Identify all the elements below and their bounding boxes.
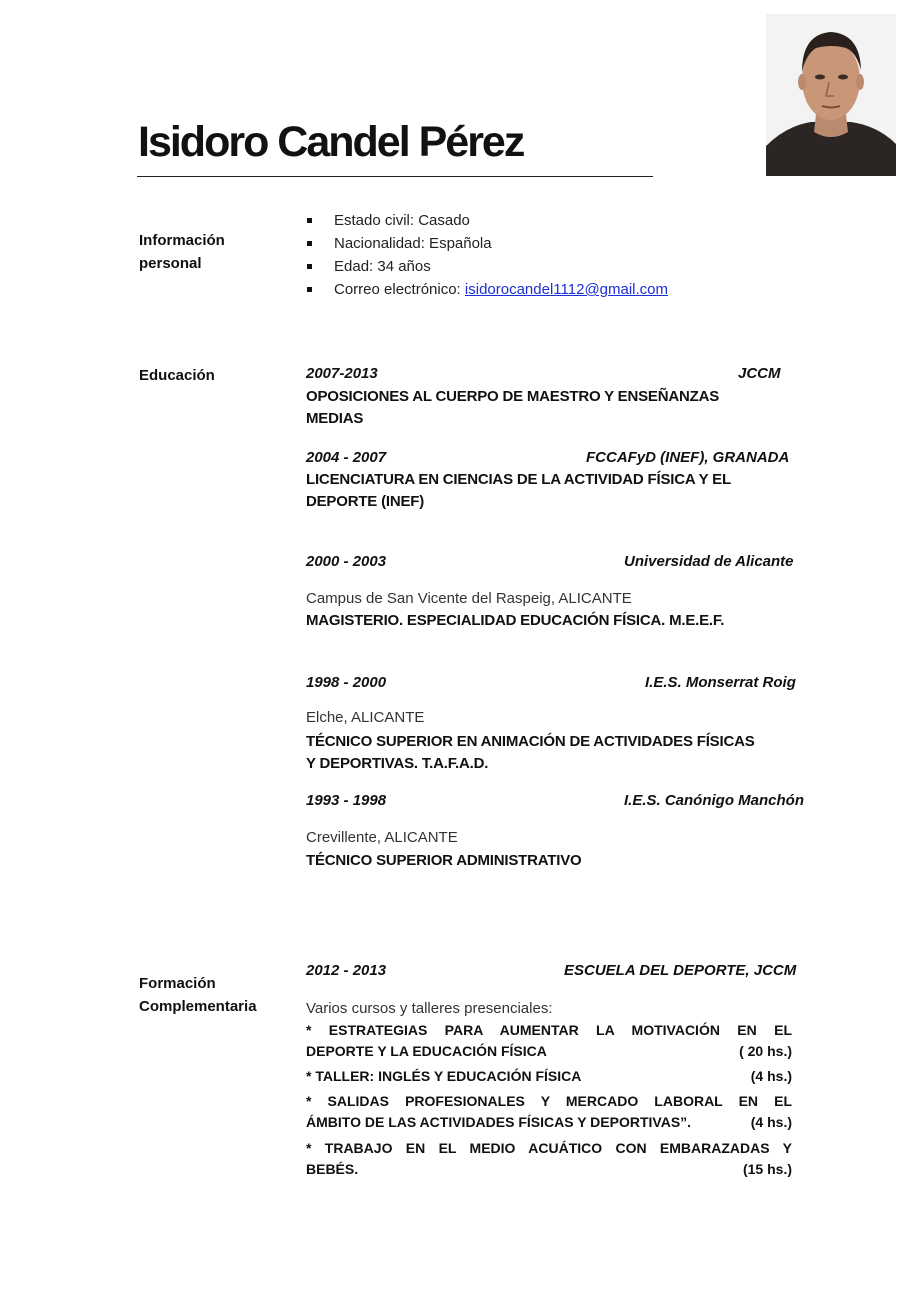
course-line: ÁMBITO DE LAS ACTIVIDADES FÍSICAS Y DEPORTIVAS”. <box>306 1114 692 1130</box>
course-item-2 <box>306 1066 792 1087</box>
degree-line: TÉCNICO SUPERIOR ADMINISTRATIVO <box>306 852 582 869</box>
education-entry-1-institution: JCCM <box>738 365 781 382</box>
section-label-personal <box>139 229 225 275</box>
course-line: * SALIDAS PROFESIONALES Y MERCADO LABORAL EN EL <box>306 1093 792 1109</box>
degree-line: TÉCNICO SUPERIOR EN ANIMACIÓN DE ACTIVIDADES FÍSICAS <box>306 733 755 750</box>
course-hours: (15 hs.) <box>742 1161 792 1177</box>
list-item-nationality: Nacionalidad: Española <box>305 232 668 255</box>
education-entry-5-institution: I.E.S. Canónigo Manchón <box>624 792 804 809</box>
course-item-1 <box>306 1020 792 1062</box>
personal-label-line2: personal <box>139 255 202 272</box>
education-entry-2-years: 2004 - 2007 <box>306 449 387 466</box>
training-label-line2: Complementaria <box>139 998 257 1015</box>
education-entry-2-degree <box>306 469 806 513</box>
training-intro: Varios cursos y talleres presenciales: <box>306 1000 553 1017</box>
portrait-image <box>766 14 896 176</box>
course-hours: (4 hs.) <box>750 1114 792 1130</box>
degree-line: OPOSICIONES AL CUERPO DE MAESTRO Y ENSEÑANZAS <box>306 388 720 405</box>
candidate-name: Isidoro Candel Pérez <box>138 118 524 166</box>
list-item-civil-status: Estado civil: Casado <box>305 209 668 232</box>
education-entry-5-place: Crevillente, ALICANTE <box>306 829 458 846</box>
education-entry-3-institution: Universidad de Alicante <box>624 553 794 570</box>
education-entry-4-years: 1998 - 2000 <box>306 674 387 691</box>
course-line: * TALLER: INGLÉS Y EDUCACIÓN FÍSICA <box>306 1068 582 1084</box>
course-line: DEPORTE Y LA EDUCACIÓN FÍSICA <box>306 1043 547 1059</box>
degree-line: MEDIAS <box>306 410 364 427</box>
education-entry-3-years: 2000 - 2003 <box>306 553 387 570</box>
education-entry-4-place: Elche, ALICANTE <box>306 709 425 726</box>
course-hours: (4 hs.) <box>750 1068 792 1084</box>
course-line: * TRABAJO EN EL MEDIO ACUÁTICO CON EMBARAZADAS Y <box>306 1140 792 1156</box>
degree-line: MAGISTERIO. ESPECIALIDAD EDUCACIÓN FÍSICA. M.E.E.F. <box>306 612 725 629</box>
education-entry-4-degree <box>306 731 806 775</box>
title-divider <box>137 176 653 177</box>
training-institution: ESCUELA DEL DEPORTE, JCCM <box>564 962 797 979</box>
personal-info-list <box>305 209 668 301</box>
profile-photo <box>766 14 896 176</box>
section-label-training <box>139 972 257 1018</box>
degree-line: Y DEPORTIVAS. T.A.F.A.D. <box>306 755 489 772</box>
education-entry-3-degree <box>306 610 806 632</box>
section-label-education: Educación <box>139 367 215 384</box>
education-entry-1-degree <box>306 386 806 430</box>
course-line: BEBÉS. <box>306 1161 359 1177</box>
education-entry-5-years: 1993 - 1998 <box>306 792 387 809</box>
training-years: 2012 - 2013 <box>306 962 387 979</box>
course-hours: ( 20 hs.) <box>739 1043 792 1059</box>
email-prefix: Correo electrónico: <box>334 281 465 298</box>
education-entry-3-place: Campus de San Vicente del Raspeig, ALICANTE <box>306 590 632 607</box>
education-entry-1-years: 2007-2013 <box>306 365 378 382</box>
course-item-4 <box>306 1138 792 1180</box>
list-item-age: Edad: 34 años <box>305 255 668 278</box>
course-line: * ESTRATEGIAS PARA AUMENTAR LA MOTIVACIÓN EN EL <box>306 1022 792 1038</box>
degree-line: DEPORTE (INEF) <box>306 493 425 510</box>
course-item-3 <box>306 1091 792 1133</box>
education-entry-4-institution: I.E.S. Monserrat Roig <box>645 674 796 691</box>
email-link[interactable]: isidorocandel1112@gmail.com <box>464 281 669 298</box>
education-entry-5-degree <box>306 850 806 872</box>
personal-label-line1: Información <box>139 232 225 249</box>
list-item-email <box>305 278 668 301</box>
degree-line: LICENCIATURA EN CIENCIAS DE LA ACTIVIDAD FÍSICA Y EL <box>306 471 731 488</box>
training-label-line1: Formación <box>139 975 216 992</box>
education-entry-2-institution: FCCAFyD (INEF), GRANADA <box>586 449 790 466</box>
